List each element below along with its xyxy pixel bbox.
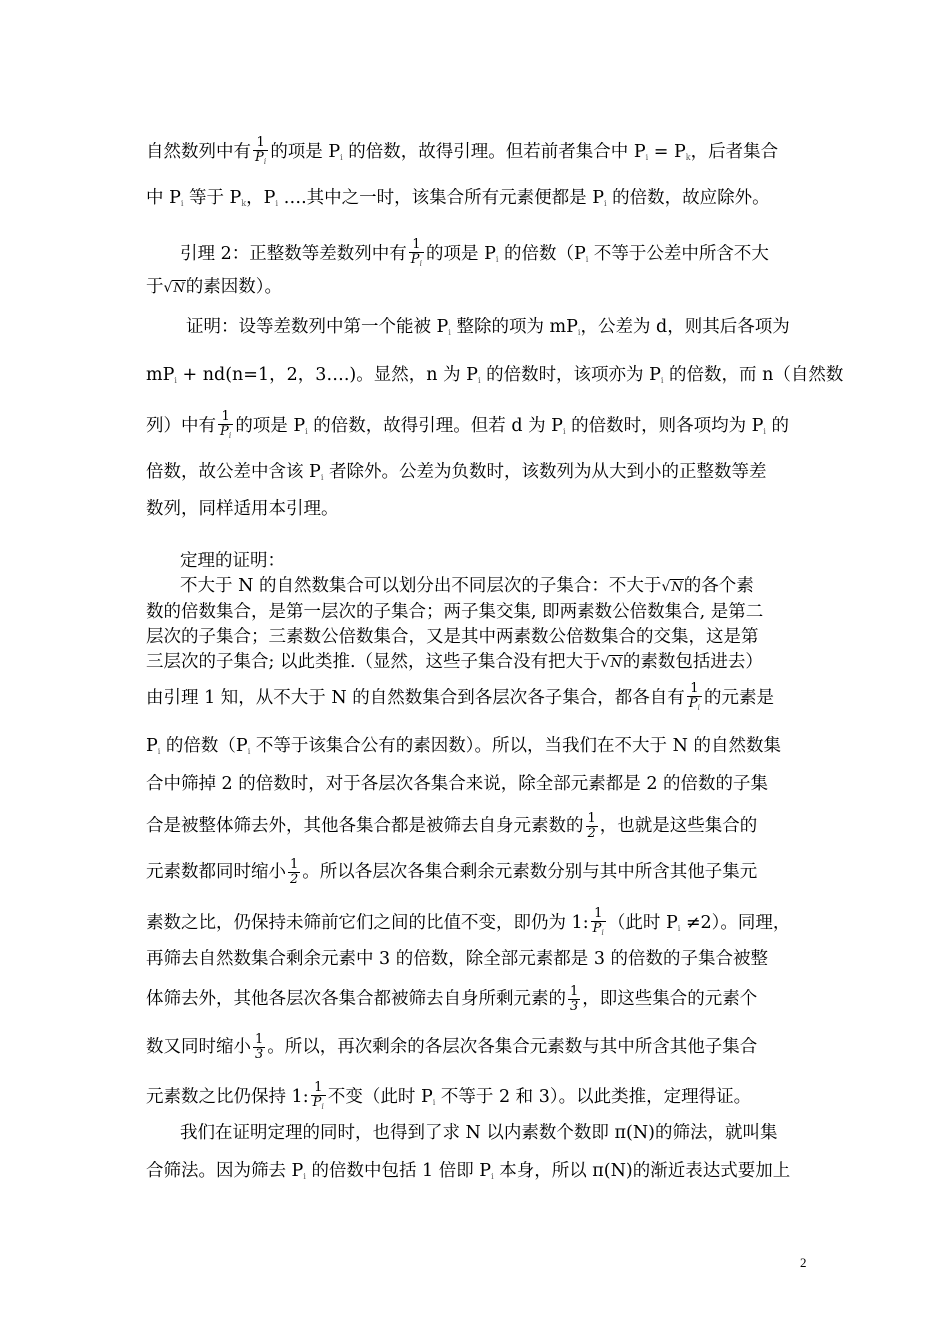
text-line: $mP_i + nd(n=1$，2，3….)。显然，n 为 $P_i$ 的倍数时，该项亦为 $P_i$ 的倍数，而 n（自然数 — [146, 365, 844, 385]
sqrt-n: √N — [661, 579, 683, 595]
fraction-1-over-pi: $\frac{1}{P_i}$ — [592, 906, 604, 937]
text-line: 体筛去外，其他各层次各集合都被筛去自身所剩元素的 $\frac{1}{3}$ ，即这些集合的元素个 — [146, 984, 758, 1014]
fraction-1-over-pi: $\frac{1}{P_i}$ — [255, 135, 267, 166]
text-line: 倍数，故公差中含该 $P_i$ 者除外。公差为负数时，该数列为从大到小的正整数等差 — [146, 462, 767, 482]
text-line: 数的倍数集合，是第一层次的子集合；两子集交集, 即两素数公倍数集合, 是第二 — [146, 602, 764, 622]
fraction-1-over-pi: $\frac{1}{P_i}$ — [410, 237, 423, 268]
text-line: 数列，同样适用本引理。 — [146, 499, 339, 519]
text-line: 再筛去自然数集合剩余元素中 3 的倍数，除全部元素都是 3 的倍数的子集合被整 — [146, 949, 769, 969]
fraction-1-over-3: $\frac{1}{3}$ — [255, 1032, 264, 1062]
text-line: 合是被整体筛去外，其他各集合都是被筛去自身元素数的 $\frac{1}{2}$ ，也就是这些集合的 — [146, 811, 758, 841]
fraction-1-over-pi: $\frac{1}{P_i}$ — [220, 409, 232, 440]
text-line: 由引理 1 知，从不大于 N 的自然数集合到各层次各子集合，都各自有 $\frac{1}{P_i}$ 的元素是 — [146, 682, 810, 715]
text-line: 自然数列中有 $\frac{1}{P_i}$ 的项是 $P_i$ 的倍数，故得引理。但若前者集合中 $P_i = P_k$，后者集合 — [146, 136, 810, 170]
text-line: 引理 2：正整数等差数列中有 $\frac{1}{P_i}$ 的项是 $P_i$ 的倍数（$P_i$ 不等于公差中所含不大 — [180, 238, 844, 272]
text-line: 合筛法。因为筛去 $P_i$ 的倍数中包括 1 倍即 $P_i$ 本身，所以 π(N)的渐近表达式要加上 — [146, 1161, 791, 1181]
fraction-1-over-pi: $\frac{1}{P_i}$ — [688, 681, 701, 712]
text-line: 中 $P_i$ 等于 $P_k$，$P_i$ ….其中之一时，该集合所有元素便都是 $P_i$ 的倍数，故应除外。 — [146, 188, 770, 208]
text-line: 不大于 N 的自然数集合可以划分出不同层次的子集合：不大于√N的各个素 — [180, 574, 844, 600]
fraction-1-over-2: $\frac{1}{2}$ — [290, 857, 299, 887]
text-line: 元素数都同时缩小 $\frac{1}{2}$ 。所以各层次各集合剩余元素数分别与其中所含其他子集元 — [146, 857, 758, 887]
text-line: 素数之比，仍保持未筛前它们之间的比值不变，即仍为 1: $\frac{1}{P_i}$ （此时 $P_i \ne 2$）。同理， — [146, 907, 810, 941]
fraction-1-over-2: $\frac{1}{2}$ — [587, 811, 596, 841]
text-line: 层次的子集合；三素数公倍数集合，又是其中两素数公倍数集合的交集，这是第 — [146, 627, 759, 647]
text-line: 合中筛掉 2 的倍数时，对于各层次各集合来说，除全部元素都是 2 的倍数的子集 — [146, 774, 769, 794]
page-number: 2 — [800, 1255, 807, 1270]
sqrt-n: √N — [600, 655, 622, 671]
sqrt-n: √N — [163, 280, 185, 296]
text-line: 数又同时缩小 $\frac{1}{3}$ 。所以，再次剩余的各层次各集合元素数与其中所含其他子集合 — [146, 1032, 758, 1062]
text-line: 证明：设等差数列中第一个能被 $P_i$ 整除的项为 $mP_i$，公差为 d，则其后各项为 — [186, 317, 790, 337]
text-line: $P_i$ 的倍数（$P_i$ 不等于该集合公有的素因数）。所以，当我们在不大于 N 的自然数集 — [146, 736, 781, 756]
text-line: 三层次的子集合; 以此类推.（显然，这些子集合没有把大于√N的素数包括进去） — [146, 650, 810, 676]
text-line: 于√N的素因数）。 — [146, 275, 810, 301]
section-heading: 定理的证明： — [180, 551, 285, 571]
text-line: 我们在证明定理的同时，也得到了求 N 以内素数个数即 π(N)的筛法，就叫集 — [180, 1123, 778, 1143]
text-line: 元素数之比仍保持 1: $\frac{1}{P_i}$ 不变（此时 $P_i$ 不等于 2 和 3）。以此类推，定理得证。 — [146, 1081, 810, 1115]
fraction-1-over-pi: $\frac{1}{P_i}$ — [312, 1080, 324, 1111]
text-line: 列）中有 $\frac{1}{P_i}$ 的项是 $P_i$ 的倍数，故得引理。但若 d 为 $P_i$ 的倍数时，则各项均为 $P_i$ 的 — [146, 410, 810, 444]
fraction-1-over-3: $\frac{1}{3}$ — [570, 984, 579, 1014]
